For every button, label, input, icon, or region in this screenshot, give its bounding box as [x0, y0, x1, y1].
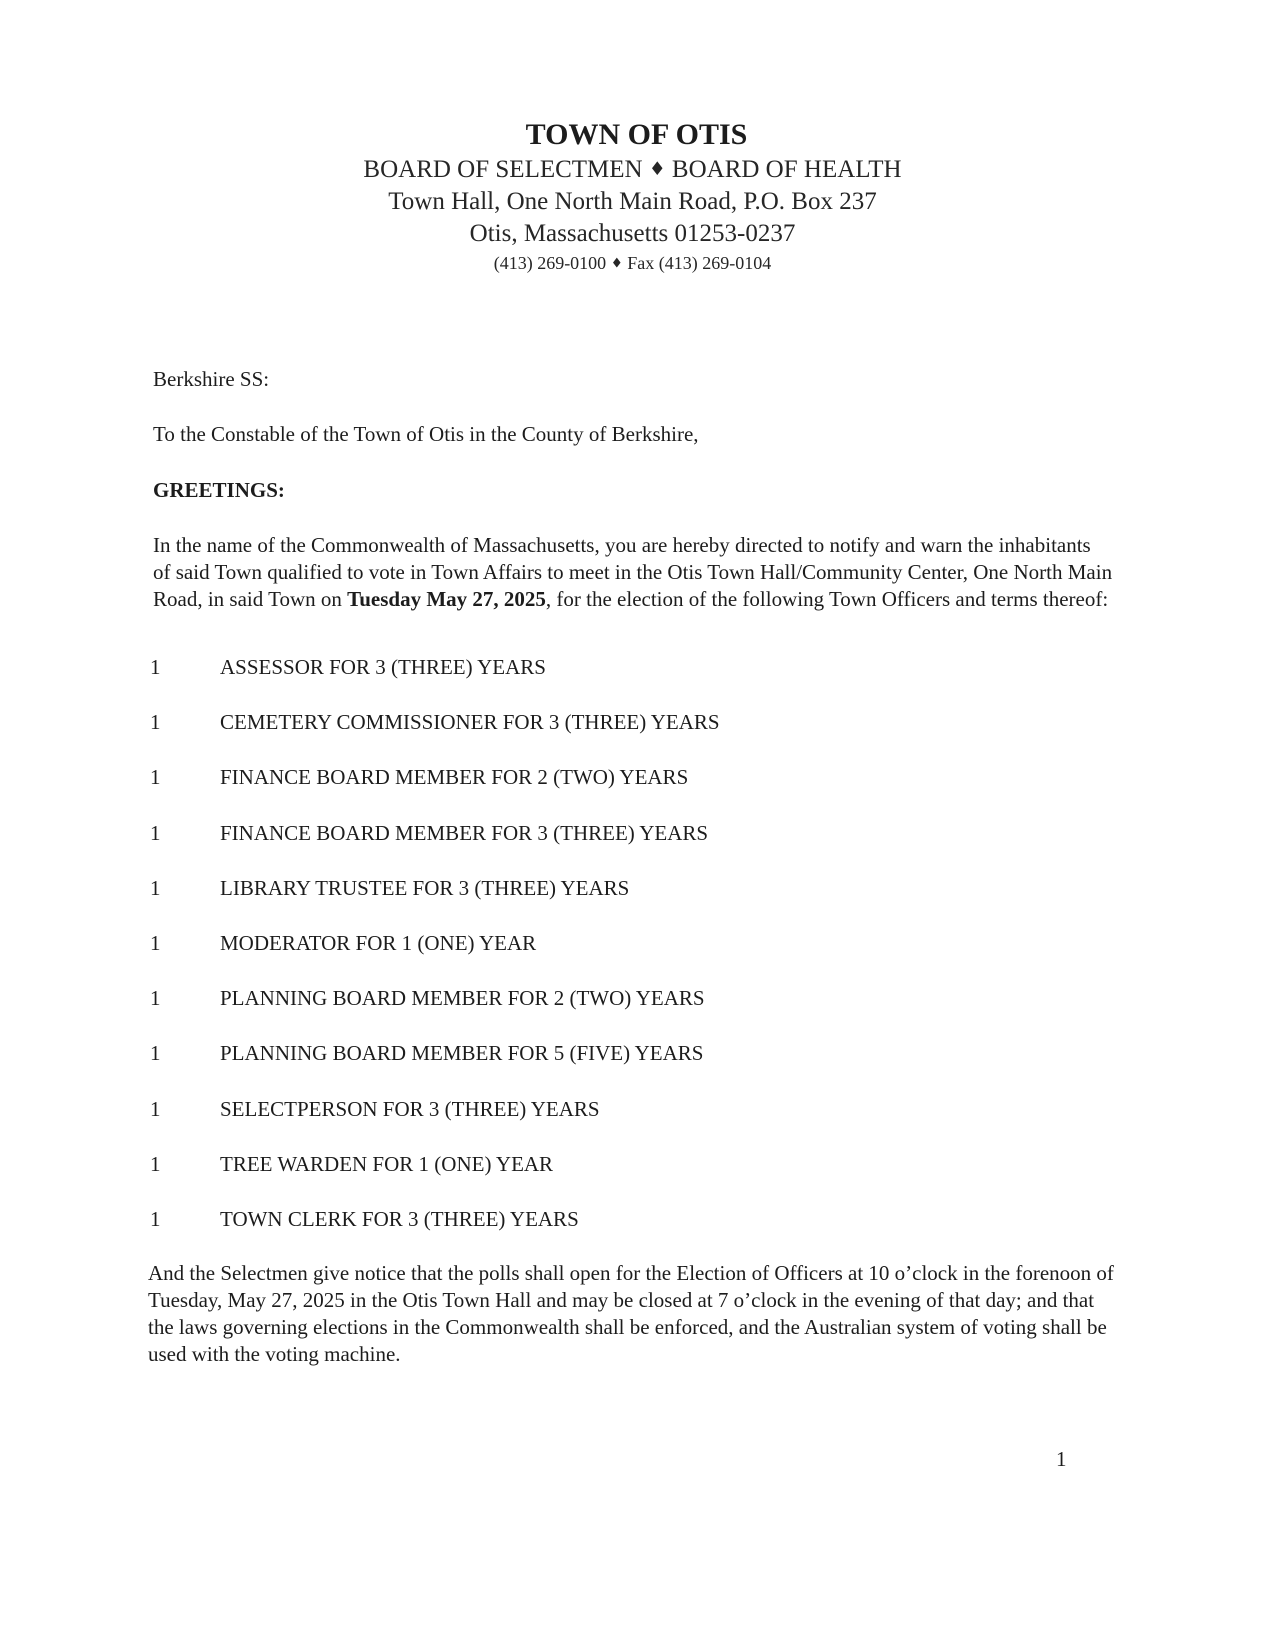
- fax-number: Fax (413) 269-0104: [627, 253, 772, 274]
- office-count: 1: [150, 1096, 161, 1121]
- warrant-paragraph: [153, 532, 1113, 613]
- office-title: PLANNING BOARD MEMBER FOR 2 (TWO) YEARS: [220, 986, 705, 1011]
- office-title: CEMETERY COMMISSIONER FOR 3 (THREE) YEARS: [220, 710, 720, 735]
- office-title: FINANCE BOARD MEMBER FOR 2 (TWO) YEARS: [220, 765, 689, 790]
- closing-paragraph: And the Selectmen give notice that the polls shall open for the Election of Officers at 10 o’clock in the forenoon of Tuesday, May 27, 2025 in the Otis Town Hall and may be closed at 7 o’clock in the evening of that day; and that the laws governing elections in the Commonwealth shall be enforced, and the Australian system of voting shall be used with the voting machine.: [148, 1261, 1114, 1366]
- office-count: 1: [150, 986, 161, 1011]
- boards-line: [0, 154, 1265, 186]
- diamond-separator-icon: ♦: [648, 159, 666, 181]
- office-title: PLANNING BOARD MEMBER FOR 5 (FIVE) YEARS: [220, 1041, 704, 1066]
- list-item: [150, 764, 1050, 819]
- contact-line: [0, 250, 1265, 277]
- letterhead: [0, 116, 1265, 277]
- warrant-text-after: , for the election of the following Town Officers and terms thereof:: [545, 587, 1109, 611]
- office-title: TREE WARDEN FOR 1 (ONE) YEAR: [220, 1151, 554, 1176]
- office-count: 1: [150, 820, 161, 845]
- list-item: [150, 1096, 1050, 1151]
- list-item: [150, 709, 1050, 764]
- list-item: [150, 1040, 1050, 1095]
- board-of-selectmen: BOARD OF SELECTMEN: [363, 156, 643, 183]
- office-count: 1: [150, 710, 161, 735]
- page-number: 1: [1056, 1447, 1067, 1471]
- town-name: TOWN OF OTIS: [525, 118, 748, 151]
- office-count: 1: [150, 875, 161, 900]
- greeting: GREETINGS:: [153, 478, 285, 502]
- street-address: Town Hall, One North Main Road, P.O. Box 237: [388, 188, 877, 216]
- list-item: [150, 875, 1050, 930]
- office-count: 1: [150, 1041, 161, 1066]
- office-title: SELECTPERSON FOR 3 (THREE) YEARS: [220, 1096, 600, 1121]
- phone-number: (413) 269-0100: [493, 253, 607, 274]
- office-title: LIBRARY TRUSTEE FOR 3 (THREE) YEARS: [220, 875, 630, 900]
- office-count: 1: [150, 765, 161, 790]
- list-item: [150, 820, 1050, 875]
- office-count: 1: [150, 1151, 161, 1176]
- offices-list: [150, 654, 1050, 1261]
- office-title: ASSESSOR FOR 3 (THREE) YEARS: [220, 655, 546, 679]
- list-item: [150, 654, 1050, 709]
- addressee-line: To the Constable of the Town of Otis in the County of Berkshire,: [153, 422, 699, 446]
- warrant-text-before: In the name of the Commonwealth of Massachusetts, you are hereby directed to notify and warn the inhabitants of said Town qualified to vote in Town Affairs to meet in the Otis Town Hall/Community Center, One North Main Road, in said Town on: [153, 533, 1113, 611]
- list-item: [150, 930, 1050, 985]
- county-line: Berkshire SS:: [153, 367, 270, 391]
- office-title: TOWN CLERK FOR 3 (THREE) YEARS: [220, 1206, 579, 1231]
- board-of-health: BOARD OF HEALTH: [671, 156, 902, 183]
- list-item: [150, 985, 1050, 1040]
- office-title: MODERATOR FOR 1 (ONE) YEAR: [220, 930, 537, 955]
- list-item: [150, 1151, 1050, 1206]
- list-item: [150, 1206, 1050, 1261]
- office-count: 1: [150, 930, 161, 955]
- diamond-separator-icon: ♦: [610, 255, 623, 272]
- city-state-zip: Otis, Massachusetts 01253-0237: [469, 220, 796, 248]
- election-date: Tuesday May 27, 2025: [347, 587, 546, 611]
- office-title: FINANCE BOARD MEMBER FOR 3 (THREE) YEARS: [220, 820, 709, 845]
- office-count: 1: [150, 655, 161, 679]
- office-count: 1: [150, 1206, 161, 1231]
